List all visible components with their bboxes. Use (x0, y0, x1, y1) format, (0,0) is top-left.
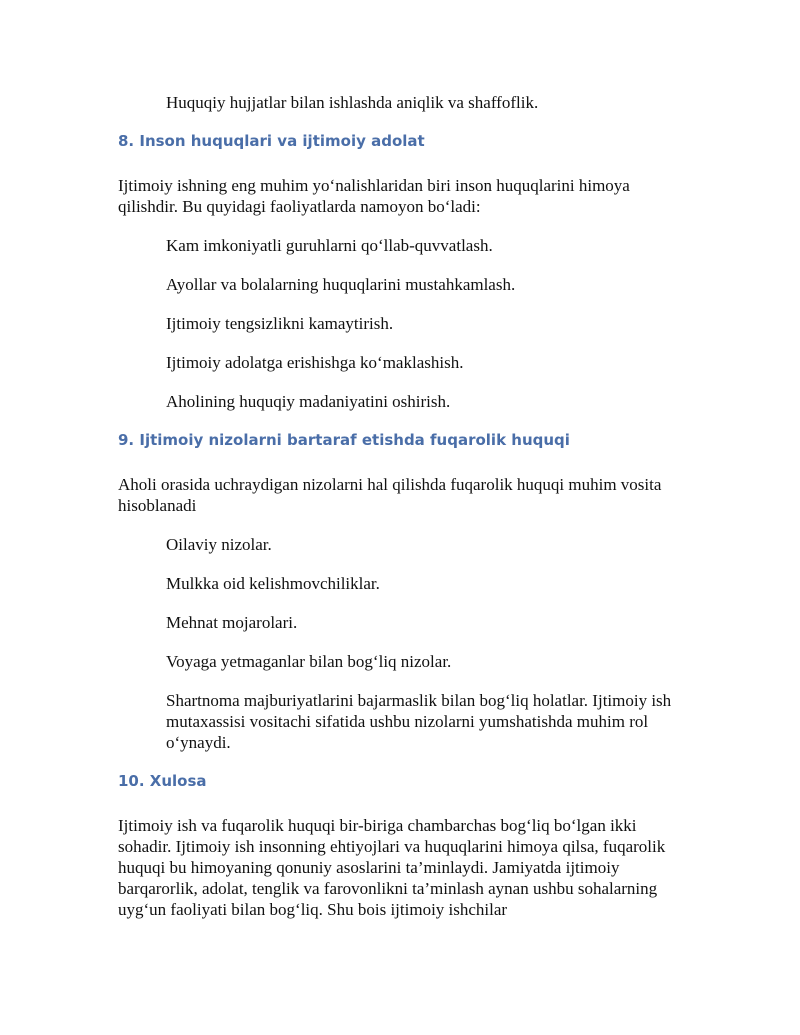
section-8-intro: Ijtimoiy ishning eng muhim yo‘nalishlaridan biri inson huquqlarini himoya qilishdir. Bu quyidagi faoliyatlarda namoyon bo‘ladi: (118, 176, 630, 216)
list-item: Mulkka oid kelishmovchiliklar. (166, 574, 380, 593)
section-heading-9: 9. Ijtimoiy nizolarni bartaraf etishda fuqarolik huquqi (118, 431, 570, 449)
document-body (118, 92, 678, 938)
section-9-intro: Aholi orasida uchraydigan nizolarni hal qilishda fuqarolik huquqi muhim vosita hisoblanadi (118, 475, 662, 515)
list-item: Kam imkoniyatli guruhlarni qo‘llab-quvvatlash. (166, 236, 493, 255)
list-item: Aholining huquqiy madaniyatini oshirish. (166, 392, 451, 411)
section-heading-8: 8. Inson huquqlari va ijtimoiy adolat (118, 132, 425, 150)
list-item: Ayollar va bolalarning huquqlarini mustahkamlash. (166, 275, 516, 294)
list-item: Ijtimoiy adolatga erishishga ko‘maklashish. (166, 353, 464, 372)
section-10-intro: Ijtimoiy ish va fuqarolik huquqi bir-biriga chambarchas bog‘liq bo‘lgan ikki sohadir. Ijtimoiy ish insonning ehtiyojlari va huquqlarini himoya qilsa, fuqarolik huquqi bu himoyaning qonuniy asoslarini ta’minlaydi. Jamiyatda ijtimoiy barqarorlik, adolat, tenglik va farovonlikni ta’minlash aynan ushbu sohalarning uyg‘un faoliyati bilan bog‘liq. Shu bois ijtimoiy ishchilar (118, 816, 666, 919)
list-item: Huquqiy hujjatlar bilan ishlashda aniqlik va shaffoflik. (166, 93, 539, 112)
list-item: Shartnoma majburiyatlarini bajarmaslik bilan bog‘liq holatlar. Ijtimoiy ish mutaxassisi vositachi sifatida ushbu nizolarni yumshatishda muhim rol o‘ynaydi. (166, 691, 672, 752)
list-item: Voyaga yetmaganlar bilan bog‘liq nizolar. (166, 652, 452, 671)
list-item: Mehnat mojarolari. (166, 613, 298, 632)
section-heading-10: 10. Xulosa (118, 772, 207, 790)
list-item: Oilaviy nizolar. (166, 535, 272, 554)
list-item: Ijtimoiy tengsizlikni kamaytirish. (166, 314, 394, 333)
